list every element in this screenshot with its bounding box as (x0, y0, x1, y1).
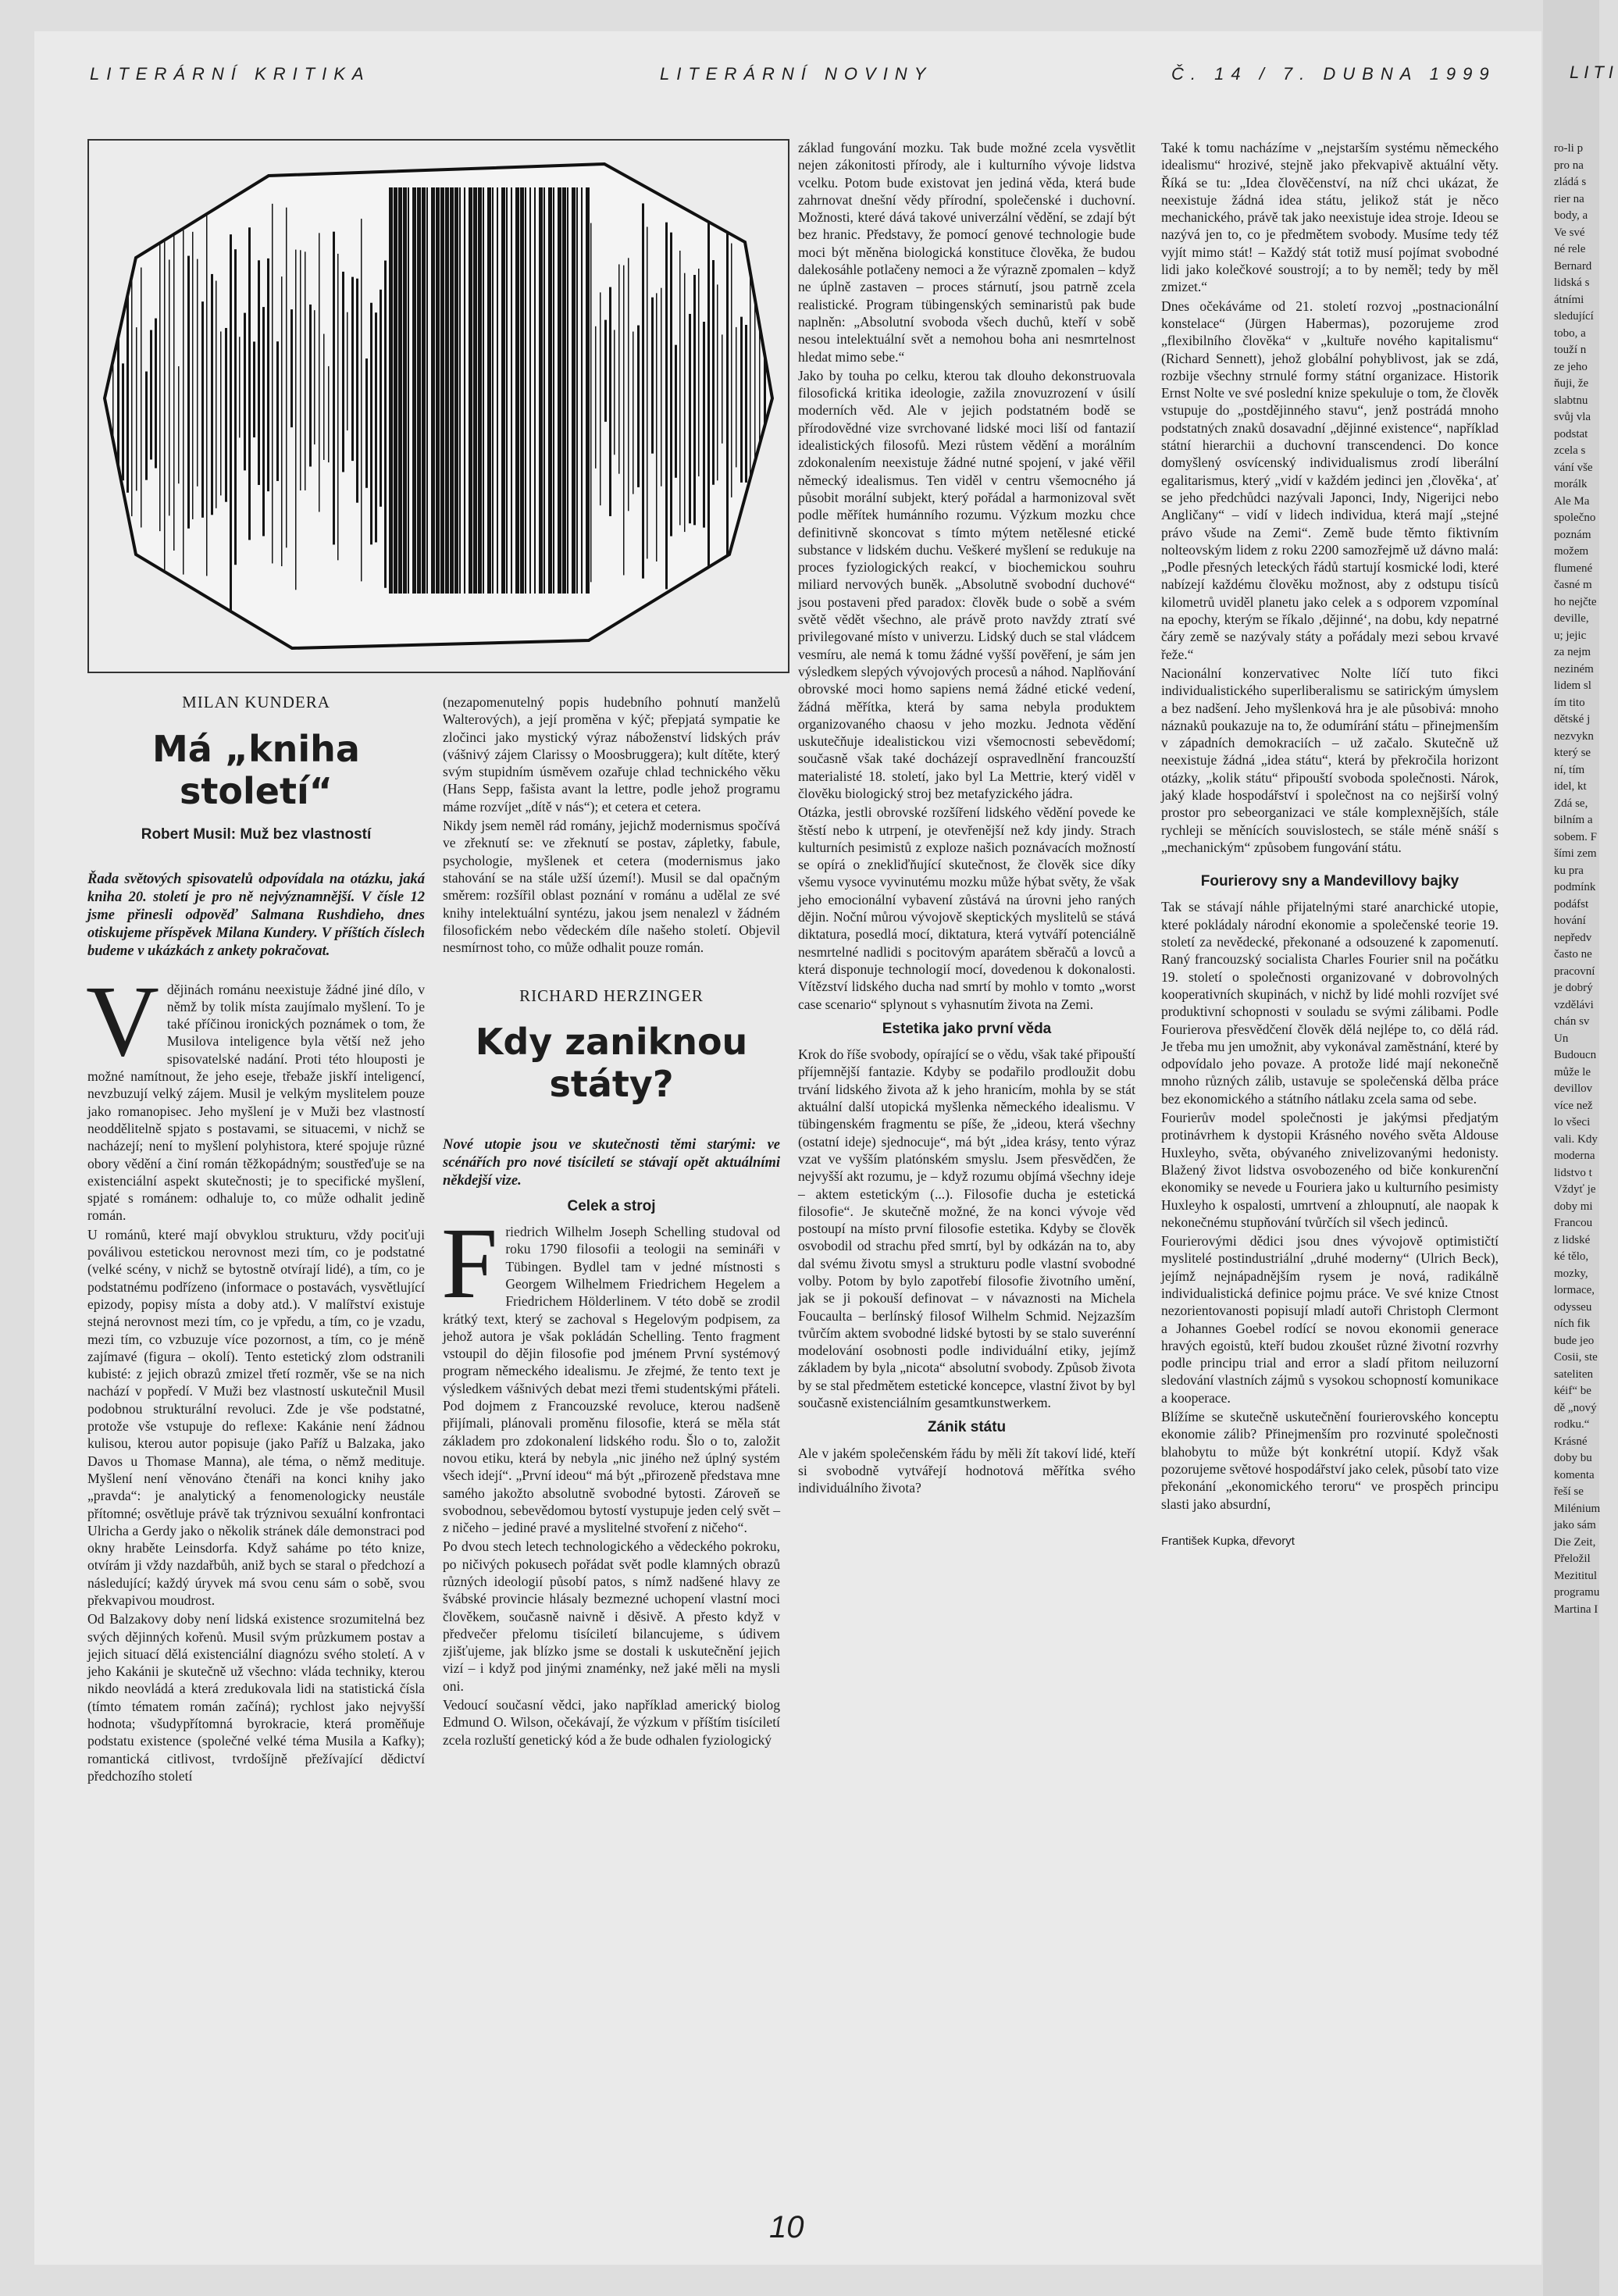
next-page-fragment-line: rodku.“ (1554, 1418, 1590, 1431)
woodcut-stroke (750, 253, 751, 493)
woodcut-stroke (225, 328, 227, 502)
next-page-fragment-line: šími zem (1554, 847, 1597, 860)
next-page-fragment-line: slabtnu (1554, 394, 1588, 407)
next-page-fragment-line: podmínk (1554, 881, 1596, 893)
woodcut-stroke (590, 223, 592, 583)
next-page-fragment-line: ké tělo, (1554, 1250, 1589, 1263)
woodcut-stroke (497, 187, 498, 594)
next-page-fragment-line: časné m (1554, 579, 1592, 591)
woodcut-stroke (342, 272, 344, 472)
woodcut-stroke (426, 187, 428, 594)
woodcut-stroke (698, 269, 700, 476)
next-page-fragment-line: devillov (1554, 1082, 1593, 1095)
woodcut-stroke (220, 331, 222, 495)
next-page-fragment-line: možem (1554, 545, 1589, 558)
woodcut-stroke (684, 273, 686, 532)
woodcut-stroke (586, 187, 590, 594)
article2-section-heading-1: Celek a stroj (567, 1197, 656, 1214)
woodcut-stroke (492, 187, 494, 594)
woodcut-stroke (675, 345, 677, 478)
next-page-fragment-line: Ve své (1554, 226, 1585, 239)
next-page-fragment-line: lormace, (1554, 1284, 1595, 1296)
article2-paragraph-9: Také k tomu nacházíme v „nejstarším systému německého idealismu“ hrozivé, stejně jako překvapivě aktuální věty. Říká se tu: „Idea člověčenství, na níž chci ukázat, že neexistuje žádná idea státu, jelikož stát je něco mechanického, právě tak jako neexistuje idea stroje. Ideou se nazývá jen to, co je předmětem svobody. Musíme tedy též vyjít mimo stát! – Každý stát totiž musí pojímat svobodné lidi jako kolečkové soustrojí; a to by neměl; tedy by měl zmizet.“ (1161, 140, 1499, 295)
woodcut-stroke (609, 287, 611, 516)
woodcut-stroke (693, 275, 696, 525)
next-page-fragment-line: Martina I (1554, 1603, 1598, 1616)
woodcut-stroke (515, 187, 519, 594)
article2-paragraph-12: Tak se stávají náhle přijatelnými staré anarchické utopie, které pokládaly národní ekonomie a společenské teorie 19. století za nevědecké, překonané a odsouzené k zapomenutí. Raný francouzský socialista Charles Fourier snil na počátku 19. století o společnosti organizované v dobrovolných kooperativních skupinách, v nichž by lidé mohli rozvíjet své produktivní schopnosti v souladu se svými zálibami. Podle Fourierova přesvědčení člověk dělá nejlépe to, co dělá rád. Je třeba mu jen umožnit, aby vykonával zaměstnání, které by odpovídalo jeho povaze. A protože lidé mají nekonečně mnoho různých zálib, ustavuje se společenská dělba práce bez ekonomického a státního nátlaku zcela sama od sebe. (1161, 899, 1499, 1107)
woodcut-stroke (661, 288, 662, 487)
woodcut-stroke (572, 187, 576, 594)
next-page-text-fragments (1554, 141, 1599, 1618)
woodcut-stroke (192, 232, 194, 519)
woodcut-stroke (511, 187, 512, 594)
paper-name-header: LITERÁRNÍ NOVINY (660, 64, 933, 84)
woodcut-stroke (623, 266, 625, 576)
next-page-fragment-line: zládá s (1554, 176, 1587, 188)
next-page-fragment-line: sateliten (1554, 1367, 1593, 1381)
next-page-fragment-line: nepředv (1554, 931, 1592, 944)
woodcut-stroke (604, 320, 607, 422)
article1-paragraph-2: U románů, které mají obvyklou strukturu, vždy pociťuji poválivou estetickou nerovnost mezi tím, co je podstatné (velké scény, v nichž se bytostně otvírají lidé), a tím, co je podstatnému podřízeno (informace o postavách, vysvětlující epizody, popisy místa a doby atd.). V malířství existuje stejná nerovnost mezi tím, co je vpředu, a tím, co je vzadu, mezi tím, co vzbuzuje více pozornost, a tím, co je méně zajímavé (figura – okolí). Tento estetický zlom odstranili kubisté: z jejich obrazů zmizel třetí rozměr, vše se na nich nachází v popředí. V Muži bez vlastností uskutečnil Musil podobnou strukturální revoluci. Zde je vše podstatné, protože vše vstupuje do reflexe: Kakánie není žádnou kulisou, kterou autor popisuje (jako Paříž u Balzaka, jako Davos u Thomase Manna), ale téma, o němž medituje. Myšlení není věnováno čtenáři na konci knihy jako „pravda“: je analytický a fenomenologicky neustále přítomné; osvětluje právě tak trýznivou sexuální konfrontaci Ulricha a Gerdy jako o několik stránek dále demonstraci pod okny hraběte Leinsdorfa. Když saháme po této knize, otvírám ji vždy nazdařbůh, aniž bych se staral o předchozí a následující; každý úryvek má svou cenu sám o sobě, svou překvapivou moudrost. (87, 1226, 425, 1608)
next-page-fragment-line: vání vše (1554, 461, 1593, 474)
next-page-fragment-line: často ne (1554, 948, 1592, 961)
next-page-fragment-line: pracovní (1554, 964, 1595, 978)
article2-paragraph-8: Ale v jakém společenském řádu by měli žít takoví lidé, kteří si svobodně vytvářejí hodnotová měřítka svého individuálního života? (798, 1445, 1135, 1496)
woodcut-stroke (459, 187, 461, 594)
next-page-fragment-line: ku pra (1554, 864, 1584, 877)
next-page-fragment-line: deville, (1554, 612, 1589, 625)
woodcut-stroke (403, 187, 407, 594)
woodcut-stroke (633, 332, 634, 494)
next-page-fragment-line: ro-li p (1554, 142, 1584, 155)
next-page-fragment-line: sledující (1554, 310, 1594, 323)
next-page-fragment-line: mozky, (1554, 1267, 1588, 1280)
woodcut-stroke (431, 187, 435, 594)
article2-paragraph-2: Po dvou stech letech technologického a vědeckého pokroku, po ničivých pokusech pořádat svět podle klamných obrazů různých ideologií působí patos, s nímž nadšené hlavy ze švábské provincie hlásaly bezmezné uchopení vlastní moci člověkem, současně naivně i děsivě. A přesto když v předvečer přelomu tisíciletí bilancujeme, s údivem zjišťujeme, jak blízko jsme se dostali k uskutečnění jejich vizí – i když pod jinými znaménky, než jaké měli na mysli oni. (443, 1538, 780, 1694)
next-page-fragment-line: komenta (1554, 1468, 1595, 1481)
next-page-fragment-line: átními (1554, 293, 1584, 306)
woodcut-stroke (314, 310, 315, 444)
next-page-fragment-line: moderna (1554, 1150, 1595, 1162)
next-page-fragment-line: dětské j (1554, 713, 1591, 726)
article2-section-heading-2: Estetika jako první věda (882, 1020, 1052, 1037)
woodcut-stroke (328, 366, 330, 462)
woodcut-stroke (703, 322, 705, 528)
woodcut-stroke (286, 208, 287, 548)
woodcut-stroke (150, 330, 152, 460)
woodcut-stroke (567, 187, 568, 594)
woodcut-stroke (122, 363, 124, 480)
next-page-fragment-line: u; jejic (1554, 629, 1587, 642)
woodcut-stroke (375, 312, 377, 542)
next-page-fragment-line: podáfst (1554, 897, 1589, 911)
next-page-fragment-line: jako sám (1554, 1519, 1596, 1531)
next-page-fragment-line: sobem. F (1554, 830, 1598, 843)
woodcut-stroke (206, 199, 208, 576)
article2-title-line1: Kdy zaniknou (475, 1020, 748, 1063)
woodcut-stroke (473, 187, 477, 594)
woodcut-stroke (281, 276, 283, 566)
woodcut-stroke (707, 211, 710, 579)
next-page-fragment-line: kéif“ be (1554, 1385, 1591, 1397)
woodcut-stroke (717, 284, 718, 480)
article1-subtitle: Robert Musil: Muž bez vlastností (141, 826, 372, 843)
next-page-fragment-line: idel, kt (1554, 780, 1587, 793)
article1-author: MILAN KUNDERA (182, 693, 330, 711)
article1-paragraph-4: (nezapomenutelný popis hudebního pohnutí manželů Walterových), a její proměna v kýč; přepjatá sympatie ke zločinci jako mystický výraz náboženství lidských práv (vášnivý zájem Clarissy o Moosbruggera); kult dítěte, který svým stupidním úsměvem ozařuje chlad technického věku (Hans Sepp, fašista avant la lettre, podle jehož programu máme rozvíjet „dítě v nás“); et cetera et cetera. (443, 694, 780, 815)
woodcut-stroke (230, 234, 232, 615)
woodcut-stroke (445, 187, 449, 594)
woodcut-stroke (618, 264, 620, 473)
woodcut-stroke (384, 261, 387, 588)
next-page-fragment-line: Milénium (1554, 1502, 1601, 1515)
woodcut-stroke (267, 258, 269, 491)
next-page-fragment-line: rier na (1554, 192, 1584, 205)
article1-title-line2: století“ (180, 770, 333, 813)
next-page-fragment-line: řeší se (1554, 1485, 1584, 1498)
next-page-fragment-line: více než (1554, 1099, 1593, 1112)
next-page-fragment-line: ňuji, že (1554, 377, 1589, 390)
next-page-fragment-line: odysseu (1554, 1300, 1592, 1314)
woodcut-stroke (614, 330, 615, 455)
woodcut-stroke (164, 201, 166, 588)
woodcut-stroke (276, 341, 279, 481)
woodcut-stroke (539, 187, 543, 594)
next-page-fragment-line: chán sv (1554, 1015, 1590, 1028)
woodcut-stroke (305, 251, 306, 490)
woodcut-illustration (87, 139, 789, 673)
next-page-fragment-line: tobo, a (1554, 326, 1586, 340)
article2-paragraph-11: Nacionální konzervativec Nolte líčí tuto fikci individualistického superliberalismu se satirickým úmyslem a bez nadšení. Jeho myšlenková hra je ale působivá: mnoho náznaků poukazuje na to, že odumírání státu – přinejmenším v západních demokraciích – už začalo. Skutečně už neexistuje žádná „idea státu“, která by překročila horizont otázky, „kolik státu“ připouští svoboda společnosti. Nárok, jaký klade hospodářství i společnost na co nejširší volný prostor pro sebeorganizaci ve stále komplexnějších, stále rychleji se měnících souvislostech, se stále méně snáší s „mechanickým“ způsobem fungování státu. (1161, 665, 1499, 855)
next-page-fragment-line: z lidské (1554, 1233, 1591, 1246)
woodcut-stroke (347, 312, 348, 430)
article1-title-line1: Má „kniha (152, 728, 360, 771)
article2-paragraph-4: základ fungování mozku. Tak bude možné zcela vysvětlit nejen zákonitosti přírody, ale i kulturního vývoje lidstva vcelku. Potom bude existovat jen jediná věda, která bude zahrnovat dnešní vědy přírodní, společenské i duchovní. Možnosti, které dává takové univerzální vědění, se zdají být bez hranic. Představy, že pomocí genové technologie bude moci být měněna biologická konstituce člověka, že budou dalekosáhle potlačeny nemoci a že výrazně zpomalen – když ne úplně zastaven – proces stárnutí, jsou patrně zcela realistické. Program tübingenských seminaristů pak bude naplněn: „Absolutní svoboda všech duchů, kteří v sobě nesou intelektuální svět a nemohou boha ani nesmrtelnost hledat mimo sebe.“ (798, 140, 1135, 365)
next-page-fragment-line: programu (1554, 1586, 1600, 1599)
woodcut-stroke (745, 325, 747, 483)
next-page-fragment-line: pro na (1554, 159, 1584, 172)
woodcut-stroke (487, 187, 491, 594)
article2-dropcap: F (441, 1207, 498, 1321)
next-page-fragment-line: podstat (1554, 427, 1588, 440)
column-1 (87, 693, 425, 1786)
next-page-header-fragment: LITI (1570, 62, 1618, 82)
article2-paragraph-7: Krok do říše svobody, opírající se o vědu, však také připouští příjemnější fantazie. Kdyby se podařilo prodloužit dobu trvání lidského života až k jeho hranicím, mohla by se stát aktuální další utopická myšlenka německého idealismu. V tübingenském fragmentu se píše, že „ideou, která všechny (ostatní ideje) sjednocuje“, má být „idea krásy, tento výraz vzat ve vyšším platónském smyslu. Jsem přesvědčen, že nejvyšší akt rozumu, je – když rozumu objímá všechny ideje – aktem estetickým (...). Filosofie ducha je estetická filosofie“. Je skutečně možné, že na konci vývoje věd postoupí na místo první filosofie estetika. Kdyby se člověk osvobodil od strachu před smrtí, byl by odkázán na to, aby dal svému životu smysl a strukturu podle vlastní svobodné volby. Potom by bylo zapotřebí filosofie životního umění, jak se ji pokouší definovat – v návaznosti na Michela Foucaulta – berlínský filosof Wilhelm Schmid. Nejzazším tvůrčím aktem svobodné lidské bytosti by se stalo suverénní modelování osobnosti podle individuální etiky, jejímž základem by byla „nicota“ absolutní svobody. Způsob života by se stal předmětem estetické koncepce, vlastní život by byl současně existenciálním gesamtkunstwerkem. (798, 1046, 1135, 1411)
woodcut-stroke (731, 244, 732, 497)
article2-paragraph-10: Dnes očekáváme od 21. století rozvoj „postnacionální konstelace“ (Jürgen Habermas), pozorujeme zrod „flexibilního člověka“ v „kultuře nového kapitalismu“ (Richard Sennett), jehož globální pohyblivost, jak se zdá, rozbije všechny strnulé formy státní organizace. Historik Ernst Nolte ve své poslední knize spekuluje o tom, že člověk vstupuje do „postdějinného stavu“, jenž postrádá mnoho podstatných znaků dosavadní „dějinné existence“, například státní hierarchii a duchovní transcendenci. Do konce domyšlený osvícenský individualismus zrodí liberální egalitarismus, který „vidí v každém jedinci jen ‚člověka‘, ať se jeho předchůdci nazývali Japonci, Indy, Nigerijci nebo Angličany“ – vidí v lidech individua, která mají „stejné právo všude na Zemi“. Země bude těmto fiktivním nolteovským lidem z roku 2200 samozřejmě už dávno malá: „Podle přesných leteckých řádů startují kosmické lodi, které nabízejí každému člověku možnost, aby z odstupu tisíců kilometrů uviděl planetu jako celek a s odporem vzpomínal na epochy, kterým se říkalo ‚dějinné‘, na dobu, kdy nepatrné čáry země se nazývaly státy a pořádaly mezi sebou krvavé řeže.“ (1161, 298, 1499, 662)
woodcut-stroke (764, 302, 766, 487)
next-page-fragment-line: bilním a (1554, 814, 1593, 826)
next-page-fragment-line: je dobrý (1554, 982, 1593, 994)
next-page-fragment-line: lidstvo t (1554, 1166, 1592, 1179)
next-page-fragment-line: né rele (1554, 243, 1586, 255)
next-page-fragment-line: Přeložil (1554, 1553, 1591, 1565)
woodcut-stroke (173, 227, 175, 551)
woodcut-stroke (408, 187, 409, 594)
woodcut-stroke (169, 259, 170, 515)
next-page-fragment-line: za nejm (1554, 646, 1591, 658)
woodcut-stroke (637, 326, 640, 487)
article2-section-heading-3: Zánik státu (927, 1419, 1007, 1436)
article1-paragraph-3: Od Balzakovy doby není lidská existence srozumitelná bez svých dějinných kořenů. Musil svým průzkumem postav a jejich situací dělá existenciální diagnózu svého století. A v jeho Kakánii je skutečně už všechno: vláda techniky, kterou nikdo neovládá a která zredukovala lidi na statistická čísla (tímto tématem román začíná); rychlost jako nejvyšší hodnota; všudypřítomná byrokracie, která proměňuje podstatu existence (společné velké téma Musila a Kafky); romantická citlivost, tvrdošíjně přežívající dědictví předchozího století (87, 1611, 425, 1784)
woodcut-stroke (323, 334, 325, 460)
woodcut-stroke (141, 268, 142, 528)
issue-date-header: Č. 14 / 7. DUBNA 1999 (1171, 64, 1496, 84)
article2-paragraph-5: Jako by touha po celku, kterou tak dlouho dekonstruovala filosofická kritika ideologie, zažila znovuzrození v úsilí moderních věd. Ale v jejich podstatném bodě se přírodovědné vize svrchované lidské moci liší od fantazií idealistických filosofů. Mezi růstem vědění a morálním zdokonalením neexistuje žádné nutné spojení, v jaké věřil německý idealismus. Ten viděl v centru všemocného já působit morální subjekt, který pořádal a harmonizoval svět podle měřítek humánního rozumu. Výzkum mozku chce definitivně skoncovat s tímto mýtem netělesné etické substance v lidském duchu. Veškeré myšlení se redukuje na proces fyziologických reakcí, v biochemickou souhru miliard nervových buněk. „Absolutně svobodní duchové“ jsou postaveni před paradox: člověk bude o sobě a svém světě vědět všechno, ale právě proto navždy ztratí své privilegované místo v univerzu. Lidský duch se stal vládcem vesmíru, ale nemá k tomu žádné vyšší pověření, je sám jen výsledkem slepých vývojových procesů a náhod. Naplňování obrovské moci homo sapiens nemá žádné etické vedení, žádná měřítka, která by sama nebyla produktem organizovaného chaosu v jeho mozku. Jednota vědění uskutečňuje idealistickou vizi všemocnosti sebevědomí; současně však také docházejí ospravedlnění francouzští materialisté 18. století, jako byl La Mettrie, který viděl v člověku biologický stroj bez metafyzického jádra. (798, 367, 1135, 801)
woodcut-stroke (201, 301, 204, 518)
next-page-fragment-line: ních fik (1554, 1317, 1591, 1330)
woodcut-stroke (361, 219, 362, 581)
woodcut-stroke (248, 227, 251, 540)
woodcut-stroke (726, 226, 729, 609)
woodcut-stroke (262, 307, 265, 536)
next-page-fragment-line: Cosii, ste (1554, 1351, 1598, 1364)
article2-lede: Nové utopie jsou ve skutečnosti těmi starými: ve scénářích pro nové tisíciletí se stávají opět aktuálními někdejší vize. (443, 1136, 780, 1189)
next-page-fragment-line: Vždyť je (1554, 1183, 1596, 1196)
next-page-fragment-line: Un (1554, 1032, 1569, 1045)
article2-paragraph-14: Fourierovými dědici jsou dnes vývojově optimističtí myslitelé postindustriální „druhé moderny“ (Ulrich Beck), jejímž nejnápadnějším rysem je nová, radikálně individualistická definice pojmu práce. Ve své knize Ctnost nezorientovanosti popisují mladí autoři Christoph Clermont a Johannes Goebel rodící se novou ekonomii generace hravých egoistů, kteří budou zkoušet různé životní rozvrhy podle principu trial and error a sladí přitom neiluzorní sledování vlastních zájmů s vysokou schopností komunikace a kooperace. (1161, 1233, 1499, 1406)
article2-author: RICHARD HERZINGER (519, 986, 704, 1006)
article2-section-heading-4: Fourierovy sny a Mandevillovy bajky (1200, 873, 1459, 890)
next-page-fragment-line: Budoucn (1554, 1049, 1597, 1061)
woodcut-stroke (272, 204, 273, 564)
column-4 (1161, 139, 1499, 1550)
next-page-fragment-line: který se (1554, 747, 1591, 759)
article2-paragraph-15: Blížíme se skutečně uskutečnění fourierovského konceptu ekonomie zálib? Přinejmenším pro rozvinuté společnosti blahobytu to může být konkrétní utopií. Když však pozorujeme světové hospodářství jako celek, působí tato vize překonání „ekonomického teroru“ ve prospěch principu slasti jako absurdní, (1161, 1409, 1499, 1512)
woodcut-stroke (651, 298, 654, 454)
article1-paragraph-1: dějinách románu neexistuje žádné jiné dílo, v němž by tolik místa zaujímalo myšlení. To je také příčinou ironických poznámek o tom, že Musilova inteligence byla větší než jeho spisovatelské nadání. Proti této hlouposti je možné namítnout, že jeho eseje, třebaže jiskří inteligencí, nevzbuzují velký zájem. Musil je velkým myslitelem pouze jako romanopisec. Jeho myšlení je v Muži bez vlastností neoddělitelně spjato s postavami, se situacemi, v nichž se nacházejí; není to myšlení polyhistora, které spojuje různé obory vědění a činí román těžkopádným; soustřeďuje se na existenciální aspekt skutečnosti; je to specifické myšlení, spjaté s románem: odhaluje to, co může odhalit jedině román. (87, 981, 425, 1224)
woodcut-stroke (670, 233, 672, 537)
illustration-credit: František Kupka, dřevoryt (1161, 1534, 1295, 1548)
section-header: LITERÁRNÍ KRITIKA (90, 64, 371, 84)
woodcut-stroke (365, 358, 368, 488)
woodcut-stroke (581, 187, 583, 594)
next-page-fragment-line: Francou (1554, 1217, 1593, 1229)
woodcut-stroke (234, 249, 237, 565)
woodcut-stroke (136, 327, 137, 490)
woodcut-stroke (464, 187, 465, 594)
article2-paragraph-3: Vedoucí současní vědci, jako například americký biolog Edmund O. Wilson, očekávají, že výzkum v příštím tisíciletí zcela rozluští genetický kód a že bude odhalen fyziologický (443, 1697, 780, 1748)
next-page-fragment-line: Die Zeit, (1554, 1535, 1596, 1549)
column-2 (443, 693, 780, 1750)
woodcut-stroke (628, 258, 629, 511)
woodcut-stroke (216, 281, 217, 508)
woodcut-stroke (562, 187, 566, 594)
woodcut-stroke (333, 232, 335, 545)
woodcut-stroke (244, 313, 246, 471)
next-page-fragment-line: vzdělávi (1554, 998, 1594, 1011)
next-page-fragment-line: zcela s (1554, 444, 1586, 457)
woodcut-stroke (534, 187, 536, 594)
woodcut-stroke (754, 276, 756, 515)
article1-dropcap: V (86, 964, 159, 1078)
next-page-fragment-line: neziném (1554, 662, 1594, 676)
next-page-fragment-line: flumené (1554, 562, 1593, 575)
woodcut-stroke (197, 259, 198, 487)
next-page-fragment-line: lidská s (1554, 276, 1590, 289)
woodcut-stroke (380, 290, 382, 507)
article2-paragraph-6: Otázka, jestli obrovské rozšíření lidského vědění povede ke štěstí nebo k utrpení, je otevřenější než kdy jindy. Strach kulturních pesimistů z exploze našich poznávacích možností se opírá o znekliďňující skutečnost, že člověk sice díky všemu vysoce vyvinutému mozku může hýbat světy, že však jeho emocionální vybavení zůstává na úrovni jeho raných dějin. Noční můrou vývojově skeptických myslitelů se stává diktatura, posedlá mocí, diktatura, která vytváří potenciálně nesmrtelné nadlidi s pocitovým aparátem sběračů a lovců a která disponuje technologií mocí, dovedenou k dokonalosti. Vítězství lidského ducha nad smrtí by mohlo v tomto „worst case scenario“ splynout s vyhasnutím života na Zemi. (798, 804, 1135, 1012)
woodcut-stroke (520, 187, 524, 594)
woodcut-stroke (558, 187, 561, 594)
next-page-fragment-line: svůj vla (1554, 411, 1591, 423)
next-page-fragment-line: hování (1554, 914, 1586, 927)
next-page-fragment-line: doby mi (1554, 1200, 1593, 1213)
woodcut-stroke (478, 187, 482, 594)
woodcut-stroke (389, 187, 393, 594)
woodcut-stroke (576, 187, 578, 594)
woodcut-stroke (239, 337, 241, 437)
article1-lede: Řada světových spisovatelů odpovídala na otázku, jaká kniha 20. století je pro ně nejvýznamnější. V čísle 12 jsme přinesli odpověď Salmana Rushdieho, dnes otiskujeme příspěvek Milana Kundery. V příštích číslech budeme v ukázkách z ankety pokračovat. (87, 871, 425, 959)
woodcut-stroke (689, 314, 691, 523)
woodcut-stroke (543, 187, 545, 594)
woodcut-stroke (454, 187, 458, 594)
article2-paragraph-13: Fourierův model společnosti je jakýmsi předjatým protinávrhem k dystopii Krásného nového světa Aldouse Huxleyho, světa, obývaného znivelizovanými hedonisty. Blažený život lidstva osvobozeného od biče konkurenční ekonomiky se nevede u Fouriera jako u kulturního pesimisty Huxleyho k ospalosti, umrtvení a zhloupnutí, ale naopak k nekonečnému stupňování tvůrčích sil všech jedinců. (1161, 1110, 1499, 1230)
woodcut-stroke (647, 226, 648, 558)
woodcut-stroke (440, 187, 444, 594)
woodcut-stroke (483, 187, 484, 594)
next-page-fragment-line: Ale Ma (1554, 494, 1590, 508)
next-page-fragment-line: ím tito (1554, 696, 1585, 709)
woodcut-stroke (300, 250, 301, 490)
woodcut-stroke (548, 187, 552, 594)
next-page-fragment-line: ho nejčte (1554, 595, 1597, 608)
next-page-fragment-line: nezvykn (1554, 729, 1594, 743)
next-page-fragment-line: vali. Kdy (1554, 1132, 1598, 1146)
woodcut-stroke (155, 319, 157, 469)
next-page-fragment-line: touží n (1554, 344, 1587, 356)
woodcut-stroke (642, 203, 644, 578)
woodcut-stroke (506, 187, 508, 594)
woodcut-stroke (600, 292, 601, 505)
woodcut-stroke (501, 187, 505, 594)
next-page-fragment-line: společno (1554, 512, 1596, 524)
woodcut-stroke (656, 293, 658, 562)
woodcut-stroke (736, 327, 737, 467)
woodcut-stroke (665, 223, 668, 590)
next-page-fragment-line: lidem sl (1554, 679, 1591, 692)
woodcut-stroke (417, 187, 421, 594)
woodcut-stroke (290, 309, 293, 427)
woodcut-stroke (394, 187, 397, 594)
next-page-fragment-line: ní, tím (1554, 763, 1585, 776)
woodcut-stroke (722, 334, 723, 443)
next-page-fragment-line: Bernard (1554, 259, 1592, 273)
woodcut-stroke (469, 187, 472, 594)
woodcut-stroke (211, 274, 213, 515)
woodcut-stroke (258, 260, 260, 485)
next-page-fragment-line: může le (1554, 1065, 1591, 1078)
woodcut-stroke (712, 260, 715, 485)
woodcut-stroke (178, 366, 180, 483)
next-page-fragment-line: ze jeho (1554, 360, 1588, 373)
woodcut-stroke (422, 187, 426, 594)
woodcut-stroke (337, 254, 339, 560)
woodcut-stroke (309, 305, 312, 467)
next-page-fragment-line: dě „nový (1554, 1401, 1597, 1414)
article2-title-line2: státy? (549, 1062, 674, 1105)
next-page-fragment-line: lo všeci (1554, 1116, 1591, 1128)
article1-paragraph-5: Nikdy jsem neměl rád romány, jejichž modernismus spočívá ve zřeknutí se: ve zřeknutí se postav, zápletky, fabule, psychologie, myšlenek et cetera (modernismus jako stahování se na stále užší území!). Musil se dal opačným směrem: rozšířil oblast poznání v románu a udělal ze své knihy intelektuální syntézu, jakou jsem nenalezl v žádném filosofickém nebo vědeckém díle našeho století. Objevil nesmírnost toho, co může odhalit pouze román. (443, 818, 780, 956)
woodcut-stroke (450, 187, 454, 594)
woodcut-stroke (187, 256, 190, 529)
next-page-fragment-line: Zdá se, (1554, 797, 1588, 810)
woodcut-stroke (412, 187, 416, 594)
woodcut-stroke (595, 326, 597, 469)
woodcut-stroke (740, 317, 743, 483)
woodcut-stroke (370, 303, 372, 545)
woodcut-stroke (436, 187, 440, 594)
woodcut-stroke (351, 277, 354, 462)
woodcut-stroke (759, 234, 761, 512)
woodcut-stroke (319, 233, 320, 512)
woodcut-stroke (356, 279, 358, 503)
woodcut-stroke (525, 187, 526, 594)
article2-paragraph-1: riedrich Wilhelm Joseph Schelling studoval od roku 1790 filosofii a teologii na semináři v Tübingen. Bydlel tam v jedné místnosti s Georgem Wilhelmem Friedrichem Hegelem a Friedrichem Hölderlinem. V této době se zrodil krátký text, který se zachoval s Hegelovým podpisem, za jehož autora je však pokládán Schelling. Tento fragment vstoupil do dějin filosofie pod jménem První systémový program německého idealismu. Je zřejmé, že tento text je výsledkem vášnivých debat mezi třemi studentskými přáteli. Pod dojmem z Francouzské revoluce, kterou nadšeně přijímali, plánovali proměnu filosofie, která se měla stát základem pro zdokonalení lidského rodu. Šlo o to, založit novou etiku, která by nebyla „nic jiného než úplný systém všech idejí“. „První ideou“ má být „přirozeně představa mne samého jakožto absolutně svobodné bytosti. Zároveň se svobodnou, sebevědomou bytostí vystupuje jeden celý svět – z ničeho – jediné pravé a myslitelné stvoření z ničeho“. (443, 1224, 780, 1536)
woodcut-stroke (183, 219, 184, 575)
woodcut-stroke (127, 277, 129, 493)
page-number: 10 (769, 2210, 804, 2244)
woodcut-stroke (398, 187, 402, 594)
woodcut-stroke (295, 250, 297, 590)
next-page-fragment-line: doby bu (1554, 1452, 1592, 1464)
next-page-fragment-line: morálk (1554, 478, 1588, 490)
next-page-fragment-line: Mezititul (1554, 1569, 1597, 1582)
woodcut-image (89, 141, 788, 672)
woodcut-stroke (159, 238, 161, 531)
woodcut-stroke (679, 251, 681, 525)
next-page-fragment-line: Krásné (1554, 1435, 1588, 1448)
woodcut-stroke (253, 341, 255, 437)
next-page-fragment-line: poznám (1554, 528, 1591, 541)
column-3 (798, 139, 1135, 1499)
next-page-fragment-line: body, a (1554, 209, 1588, 222)
woodcut-stroke (145, 372, 148, 480)
woodcut-stroke (553, 187, 554, 594)
next-page-fragment-line: bude jeo (1554, 1334, 1595, 1347)
woodcut-stroke (112, 283, 114, 522)
woodcut-stroke (529, 187, 531, 594)
